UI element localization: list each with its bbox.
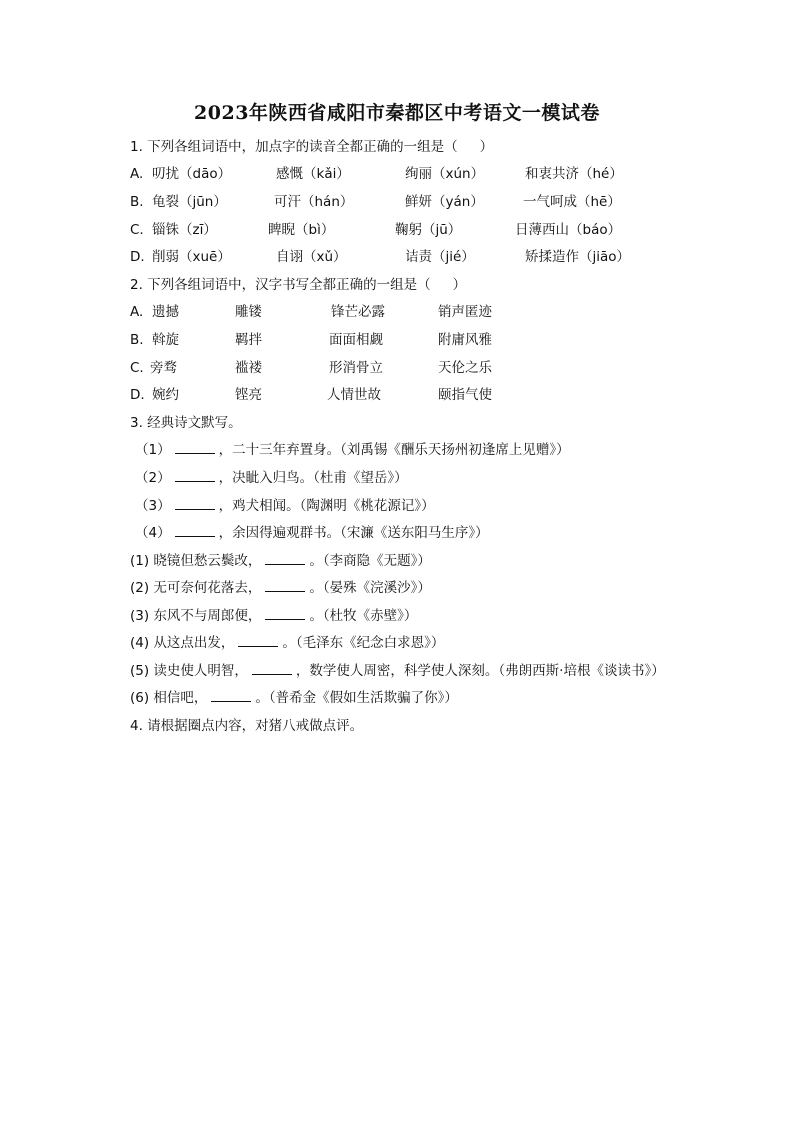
- option-item: 锱铢（zī）: [152, 222, 217, 238]
- option-item: 叨扰（dāo）: [152, 166, 232, 182]
- option-label: A.: [130, 166, 144, 182]
- line-prefix: （1）: [135, 442, 171, 458]
- question-1-text: 1. 下列各组词语中，加点字的读音全都正确的一组是（: [130, 139, 458, 155]
- option-item: 鞠躬（jū）: [395, 222, 462, 238]
- option-item: 旁骛: [150, 360, 177, 376]
- fill-blank[interactable]: [265, 579, 305, 592]
- line-suffix: ，数学使人周密，科学使人深刻。（弗朗西斯·培根《谈读书》）: [295, 663, 665, 679]
- option-item: 铿亮: [235, 387, 262, 403]
- option-item: 龟裂（jūn）: [152, 194, 227, 210]
- option-label: D.: [130, 387, 145, 403]
- line-suffix: 。（普希金《假如生活欺骗了你》）: [255, 690, 458, 706]
- recitation-line: [130, 661, 665, 681]
- line-prefix: (4) 从这点出发，: [130, 635, 235, 651]
- recitation-line: [135, 523, 489, 543]
- option-item: 锋芒必露: [331, 304, 385, 320]
- recitation-line: [130, 633, 444, 653]
- option-item: 天伦之乐: [438, 360, 492, 376]
- line-suffix: ，二十三年弃置身。（刘禹锡《酬乐天扬州初逢席上见赠》）: [218, 442, 570, 458]
- fill-blank[interactable]: [252, 662, 292, 675]
- option-item: 矫揉造作（jiāo）: [525, 249, 631, 265]
- line-prefix: （4）: [135, 525, 171, 541]
- recitation-line: [135, 468, 408, 488]
- option-item: 形消骨立: [329, 360, 383, 376]
- option-item: 羁拌: [235, 332, 262, 348]
- line-suffix: 。（晏殊《浣溪沙》）: [309, 580, 431, 596]
- recitation-line: [130, 606, 417, 626]
- option-item: 婉约: [152, 387, 179, 403]
- option-item: 自诩（xǔ）: [276, 249, 347, 265]
- recitation-line: [135, 496, 435, 516]
- option-item: 绚丽（xún）: [405, 166, 485, 182]
- option-item: 斡旋: [152, 332, 179, 348]
- option-item: 感慨（kǎi）: [276, 166, 350, 182]
- option-label: A.: [130, 304, 144, 320]
- option-item: 遗撼: [152, 304, 179, 320]
- option-item: 雕镂: [235, 304, 262, 320]
- line-prefix: (2) 无可奈何花落去，: [130, 580, 262, 596]
- option-label: D.: [130, 249, 145, 265]
- fill-blank[interactable]: [175, 497, 215, 510]
- option-label: B.: [130, 194, 144, 210]
- line-suffix: 。（李商隐《无题》）: [309, 553, 431, 569]
- recitation-line: [130, 578, 431, 598]
- line-suffix: ，余因得遍观群书。（宋濂《送东阳马生序》）: [218, 525, 489, 541]
- recitation-line: [135, 440, 570, 460]
- fill-blank[interactable]: [175, 469, 215, 482]
- recitation-line: [130, 551, 431, 571]
- fill-blank[interactable]: [265, 552, 305, 565]
- fill-blank[interactable]: [175, 441, 215, 454]
- fill-blank[interactable]: [238, 634, 278, 647]
- fill-blank[interactable]: [211, 689, 251, 702]
- option-item: 褴褛: [235, 360, 262, 376]
- option-item: 颐指气使: [438, 387, 492, 403]
- line-prefix: (6) 相信吧，: [130, 690, 208, 706]
- line-prefix: （3）: [135, 498, 171, 514]
- line-suffix: 。（毛泽东《纪念白求恩》）: [282, 635, 445, 651]
- line-suffix: ，鸡犬相闻。（陶渊明《桃花源记》）: [218, 498, 435, 514]
- option-label: C.: [130, 222, 144, 238]
- question-1-stem: [130, 137, 493, 157]
- line-prefix: (5) 读史使人明智，: [130, 663, 248, 679]
- fill-blank[interactable]: [175, 524, 215, 537]
- line-prefix: (1) 晓镜但愁云鬓改，: [130, 553, 262, 569]
- option-item: 一气呵成（hē）: [523, 194, 621, 210]
- line-prefix: （2）: [135, 470, 171, 486]
- option-label: B.: [130, 332, 144, 348]
- question-2-close: ）: [452, 277, 467, 293]
- question-1-close: ）: [479, 139, 494, 155]
- option-item: 销声匿迹: [438, 304, 492, 320]
- line-suffix: 。（杜牧《赤壁》）: [309, 608, 418, 624]
- option-label: C.: [130, 360, 144, 376]
- option-item: 削弱（xuē）: [152, 249, 231, 265]
- option-item: 鲜妍（yán）: [405, 194, 484, 210]
- option-item: 诘责（jié）: [405, 249, 475, 265]
- option-item: 面面相觑: [329, 332, 383, 348]
- question-2-text: 2. 下列各组词语中，汉字书写全都正确的一组是（: [130, 277, 431, 293]
- line-suffix: ，决眦入归鸟。（杜甫《望岳》）: [218, 470, 408, 486]
- option-item: 可汗（hán）: [274, 194, 354, 210]
- option-item: 睥睨（bì）: [268, 222, 335, 238]
- question-4-stem: 4. 请根据圈点内容，对猪八戒做点评。: [130, 718, 364, 734]
- page-title: 2023年陕西省咸阳市秦都区中考语文一模试卷: [194, 102, 600, 124]
- option-item: 和衷共济（hé）: [525, 166, 623, 182]
- fill-blank[interactable]: [265, 607, 305, 620]
- recitation-line: [130, 688, 458, 708]
- question-3-stem: 3. 经典诗文默写。: [130, 415, 242, 431]
- option-item: 日薄西山（báo）: [515, 222, 622, 238]
- option-item: 人情世故: [327, 387, 381, 403]
- line-prefix: (3) 东风不与周郎便，: [130, 608, 262, 624]
- question-2-stem: [130, 275, 466, 295]
- option-item: 附庸风雅: [438, 332, 492, 348]
